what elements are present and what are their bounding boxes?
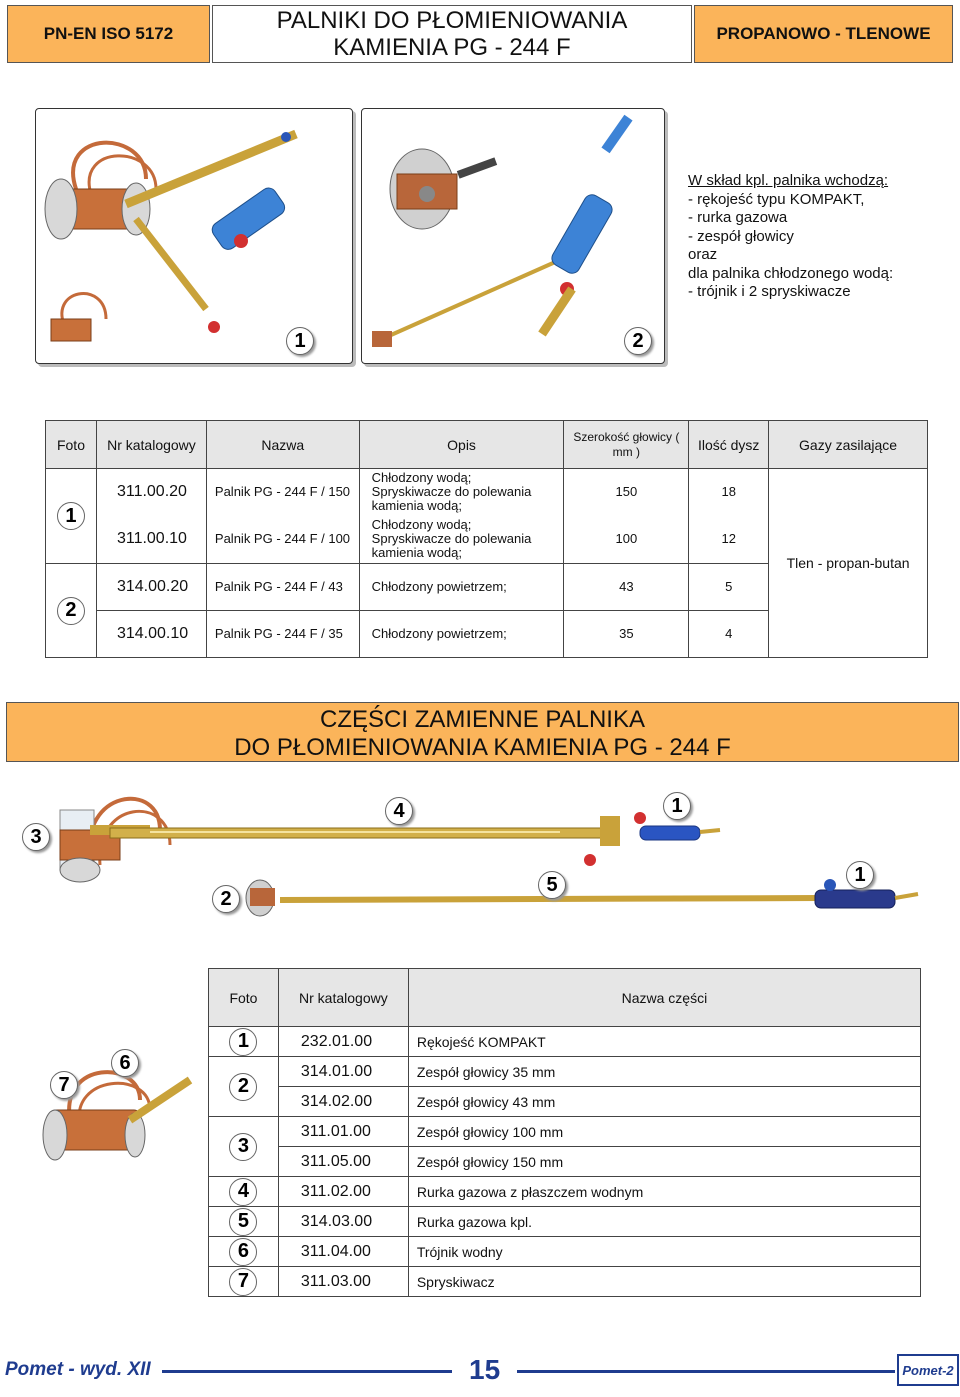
callout-label: 3 xyxy=(30,825,42,848)
kit-info-line: - trójnik i 2 spryskiwacze xyxy=(688,283,851,300)
foto-number: 6 xyxy=(237,1240,250,1262)
catalog-number: 311.00.20 xyxy=(96,469,206,516)
col-header: Gazy zasilające xyxy=(769,421,928,469)
callout-4 xyxy=(385,797,413,825)
col-header: Szerokość głowicy ( mm ) xyxy=(564,421,689,469)
foto-number: 4 xyxy=(237,1180,250,1202)
callout-label: 7 xyxy=(58,1073,70,1096)
foto-badge xyxy=(229,1268,257,1296)
head-width: 100 xyxy=(564,516,689,564)
company-logo xyxy=(897,1354,959,1386)
nozzle-count: 4 xyxy=(689,611,769,658)
callout-2 xyxy=(212,885,240,913)
parts-header-row xyxy=(209,969,921,1027)
catalog-number: 311.03.00 xyxy=(278,1267,408,1297)
parts-row xyxy=(209,1147,921,1177)
catalog-number: 311.02.00 xyxy=(278,1177,408,1207)
foto-number: 2 xyxy=(65,599,77,621)
part-name: Rękojeść KOMPAKT xyxy=(408,1027,920,1057)
col-header: Nazwa xyxy=(206,421,359,469)
catalog-number: 311.01.00 xyxy=(278,1117,408,1147)
part-name: Rurka gazowa z płaszczem wodnym xyxy=(408,1177,920,1207)
gas-supply: Tlen - propan-butan xyxy=(769,469,928,658)
photo-2-badge xyxy=(624,327,652,355)
kit-info-line: - rurka gazowa xyxy=(688,209,788,226)
footer-brand: Pomet - wyd. XII xyxy=(5,1359,151,1380)
callout-7 xyxy=(50,1071,78,1099)
foto-cell xyxy=(46,564,97,658)
kit-info-heading: W skład kpl. palnika wchodzą: xyxy=(688,172,889,189)
foto-cell xyxy=(209,1027,279,1057)
product-name: Palnik PG - 244 F / 35 xyxy=(206,611,359,658)
desc-line: Chłodzony wodą; xyxy=(371,517,472,533)
photo-2-label: 2 xyxy=(632,329,644,352)
col-header: Foto xyxy=(46,421,97,469)
callout-3 xyxy=(22,823,50,851)
standard-label: PN-EN ISO 5172 xyxy=(43,24,174,43)
callout-6 xyxy=(111,1049,139,1077)
kit-info-line: dla palnika chłodzonego wodą: xyxy=(688,264,894,282)
product-description xyxy=(359,516,564,564)
catalog-number: 314.00.10 xyxy=(96,611,206,658)
callout-label: 1 xyxy=(854,863,866,886)
catalog-number: 311.00.10 xyxy=(96,516,206,564)
spare-parts-table xyxy=(208,968,921,1297)
part-name: Zespół głowicy 43 mm xyxy=(408,1087,920,1117)
torch-water-cooled-image xyxy=(36,109,352,363)
parts-row xyxy=(209,1237,921,1267)
foto-badge xyxy=(229,1208,257,1236)
gas-type-box xyxy=(694,5,953,63)
photo-frame-2 xyxy=(361,108,665,364)
page-number: 15 xyxy=(469,1354,501,1385)
torch-models-table xyxy=(45,420,928,658)
torch-air-cooled-image xyxy=(362,109,664,363)
table-row xyxy=(46,469,928,516)
catalog-number: 314.02.00 xyxy=(278,1087,408,1117)
col-header: Opis xyxy=(359,421,564,469)
kit-info xyxy=(688,172,893,302)
part-name: Rurka gazowa kpl. xyxy=(408,1207,920,1237)
callout-1b xyxy=(846,861,874,889)
nozzle-count: 18 xyxy=(689,469,769,516)
desc-line: kamienia wodą; xyxy=(371,498,462,514)
parts-row xyxy=(209,1117,921,1147)
head-width: 43 xyxy=(564,564,689,611)
product-name: Palnik PG - 244 F / 100 xyxy=(206,516,359,564)
foto-cell xyxy=(209,1237,279,1267)
parts-row xyxy=(209,1177,921,1207)
foto-number: 1 xyxy=(237,1030,250,1052)
callout-label: 4 xyxy=(393,799,405,822)
part-name: Zespół głowicy 100 mm xyxy=(408,1117,920,1147)
foto-cell xyxy=(209,1177,279,1207)
foto-badge xyxy=(229,1028,257,1056)
nozzle-count: 12 xyxy=(689,516,769,564)
head-width: 35 xyxy=(564,611,689,658)
foto-badge xyxy=(229,1238,257,1266)
callout-label: 2 xyxy=(220,887,232,910)
product-description xyxy=(359,469,564,516)
foto-badge xyxy=(229,1178,257,1206)
foto-badge xyxy=(57,597,85,625)
callout-label: 5 xyxy=(546,873,558,896)
catalog-number: 314.00.20 xyxy=(96,564,206,611)
catalog-number: 314.01.00 xyxy=(278,1057,408,1087)
catalog-number: 314.03.00 xyxy=(278,1207,408,1237)
title-box xyxy=(212,5,692,63)
gas-type-label: PROPANOWO - TLENOWE xyxy=(716,24,931,43)
foto-cell xyxy=(209,1267,279,1297)
foto-badge xyxy=(229,1073,257,1101)
title-line-2: KAMIENIA PG - 244 F xyxy=(333,34,571,61)
parts-row xyxy=(209,1087,921,1117)
desc-line: kamienia wodą; xyxy=(371,545,462,561)
col-header: Ilość dysz xyxy=(689,421,769,469)
foto-badge xyxy=(57,502,85,530)
head-width: 150 xyxy=(564,469,689,516)
parts-row xyxy=(209,1057,921,1087)
desc-line: Spryskiwacze do polewania xyxy=(371,484,532,500)
callout-5 xyxy=(538,871,566,899)
col-header: Nazwa części xyxy=(408,969,920,1027)
col-header: Nr katalogowy xyxy=(278,969,408,1027)
foto-cell xyxy=(209,1117,279,1177)
col-header: Nr katalogowy xyxy=(96,421,206,469)
product-description: Chłodzony powietrzem; xyxy=(359,611,564,658)
desc-line: Chłodzony wodą; xyxy=(371,470,472,486)
table-header-row xyxy=(46,421,928,469)
col-header: Foto xyxy=(209,969,279,1027)
part-name: Trójnik wodny xyxy=(408,1237,920,1267)
catalog-number: 311.05.00 xyxy=(278,1147,408,1177)
parts-row xyxy=(209,1027,921,1057)
spare-parts-image xyxy=(0,770,960,940)
product-name: Palnik PG - 244 F / 150 xyxy=(206,469,359,516)
photo-1-label: 1 xyxy=(294,329,306,352)
desc-line: Spryskiwacze do polewania xyxy=(371,531,532,547)
company-logo-text: Pomet-2 xyxy=(902,1362,954,1378)
footer-line-right xyxy=(517,1370,895,1373)
foto-number: 1 xyxy=(65,504,77,527)
catalog-number: 232.01.00 xyxy=(278,1027,408,1057)
spare-parts-title xyxy=(6,702,959,762)
part-name: Zespół głowicy 35 mm xyxy=(408,1057,920,1087)
kit-info-line: - zespół głowicy xyxy=(688,227,794,245)
callout-1a xyxy=(663,792,691,820)
kit-info-line: - rękojeść typu KOMPAKT, xyxy=(688,190,865,208)
photo-1-badge xyxy=(286,327,314,355)
photo-frame-1 xyxy=(35,108,353,364)
callout-label: 1 xyxy=(671,794,683,817)
standard-box xyxy=(7,5,210,63)
nozzle-count: 5 xyxy=(689,564,769,611)
spare-parts-title-line-2: DO PŁOMIENIOWANIA KAMIENIA PG - 244 F xyxy=(234,734,731,761)
spare-parts-title-line-1: CZĘŚCI ZAMIENNE PALNIKA xyxy=(320,706,645,733)
part-name: Zespół głowicy 150 mm xyxy=(408,1147,920,1177)
product-description: Chłodzony powietrzem; xyxy=(359,564,564,611)
foto-number: 5 xyxy=(237,1210,250,1232)
kit-info-line: oraz xyxy=(688,246,718,263)
foto-number: 7 xyxy=(237,1270,250,1292)
product-name: Palnik PG - 244 F / 43 xyxy=(206,564,359,611)
parts-row xyxy=(209,1207,921,1237)
parts-row xyxy=(209,1267,921,1297)
foto-number: 2 xyxy=(237,1075,250,1097)
foto-cell xyxy=(46,469,97,564)
foto-cell xyxy=(209,1057,279,1117)
callout-label: 6 xyxy=(119,1051,131,1074)
foto-badge xyxy=(229,1133,257,1161)
footer-line-left xyxy=(162,1370,452,1373)
title-line-1: PALNIKI DO PŁOMIENIOWANIA xyxy=(276,7,628,34)
foto-number: 3 xyxy=(237,1135,250,1157)
part-name: Spryskiwacz xyxy=(408,1267,920,1297)
foto-cell xyxy=(209,1207,279,1237)
catalog-number: 311.04.00 xyxy=(278,1237,408,1267)
